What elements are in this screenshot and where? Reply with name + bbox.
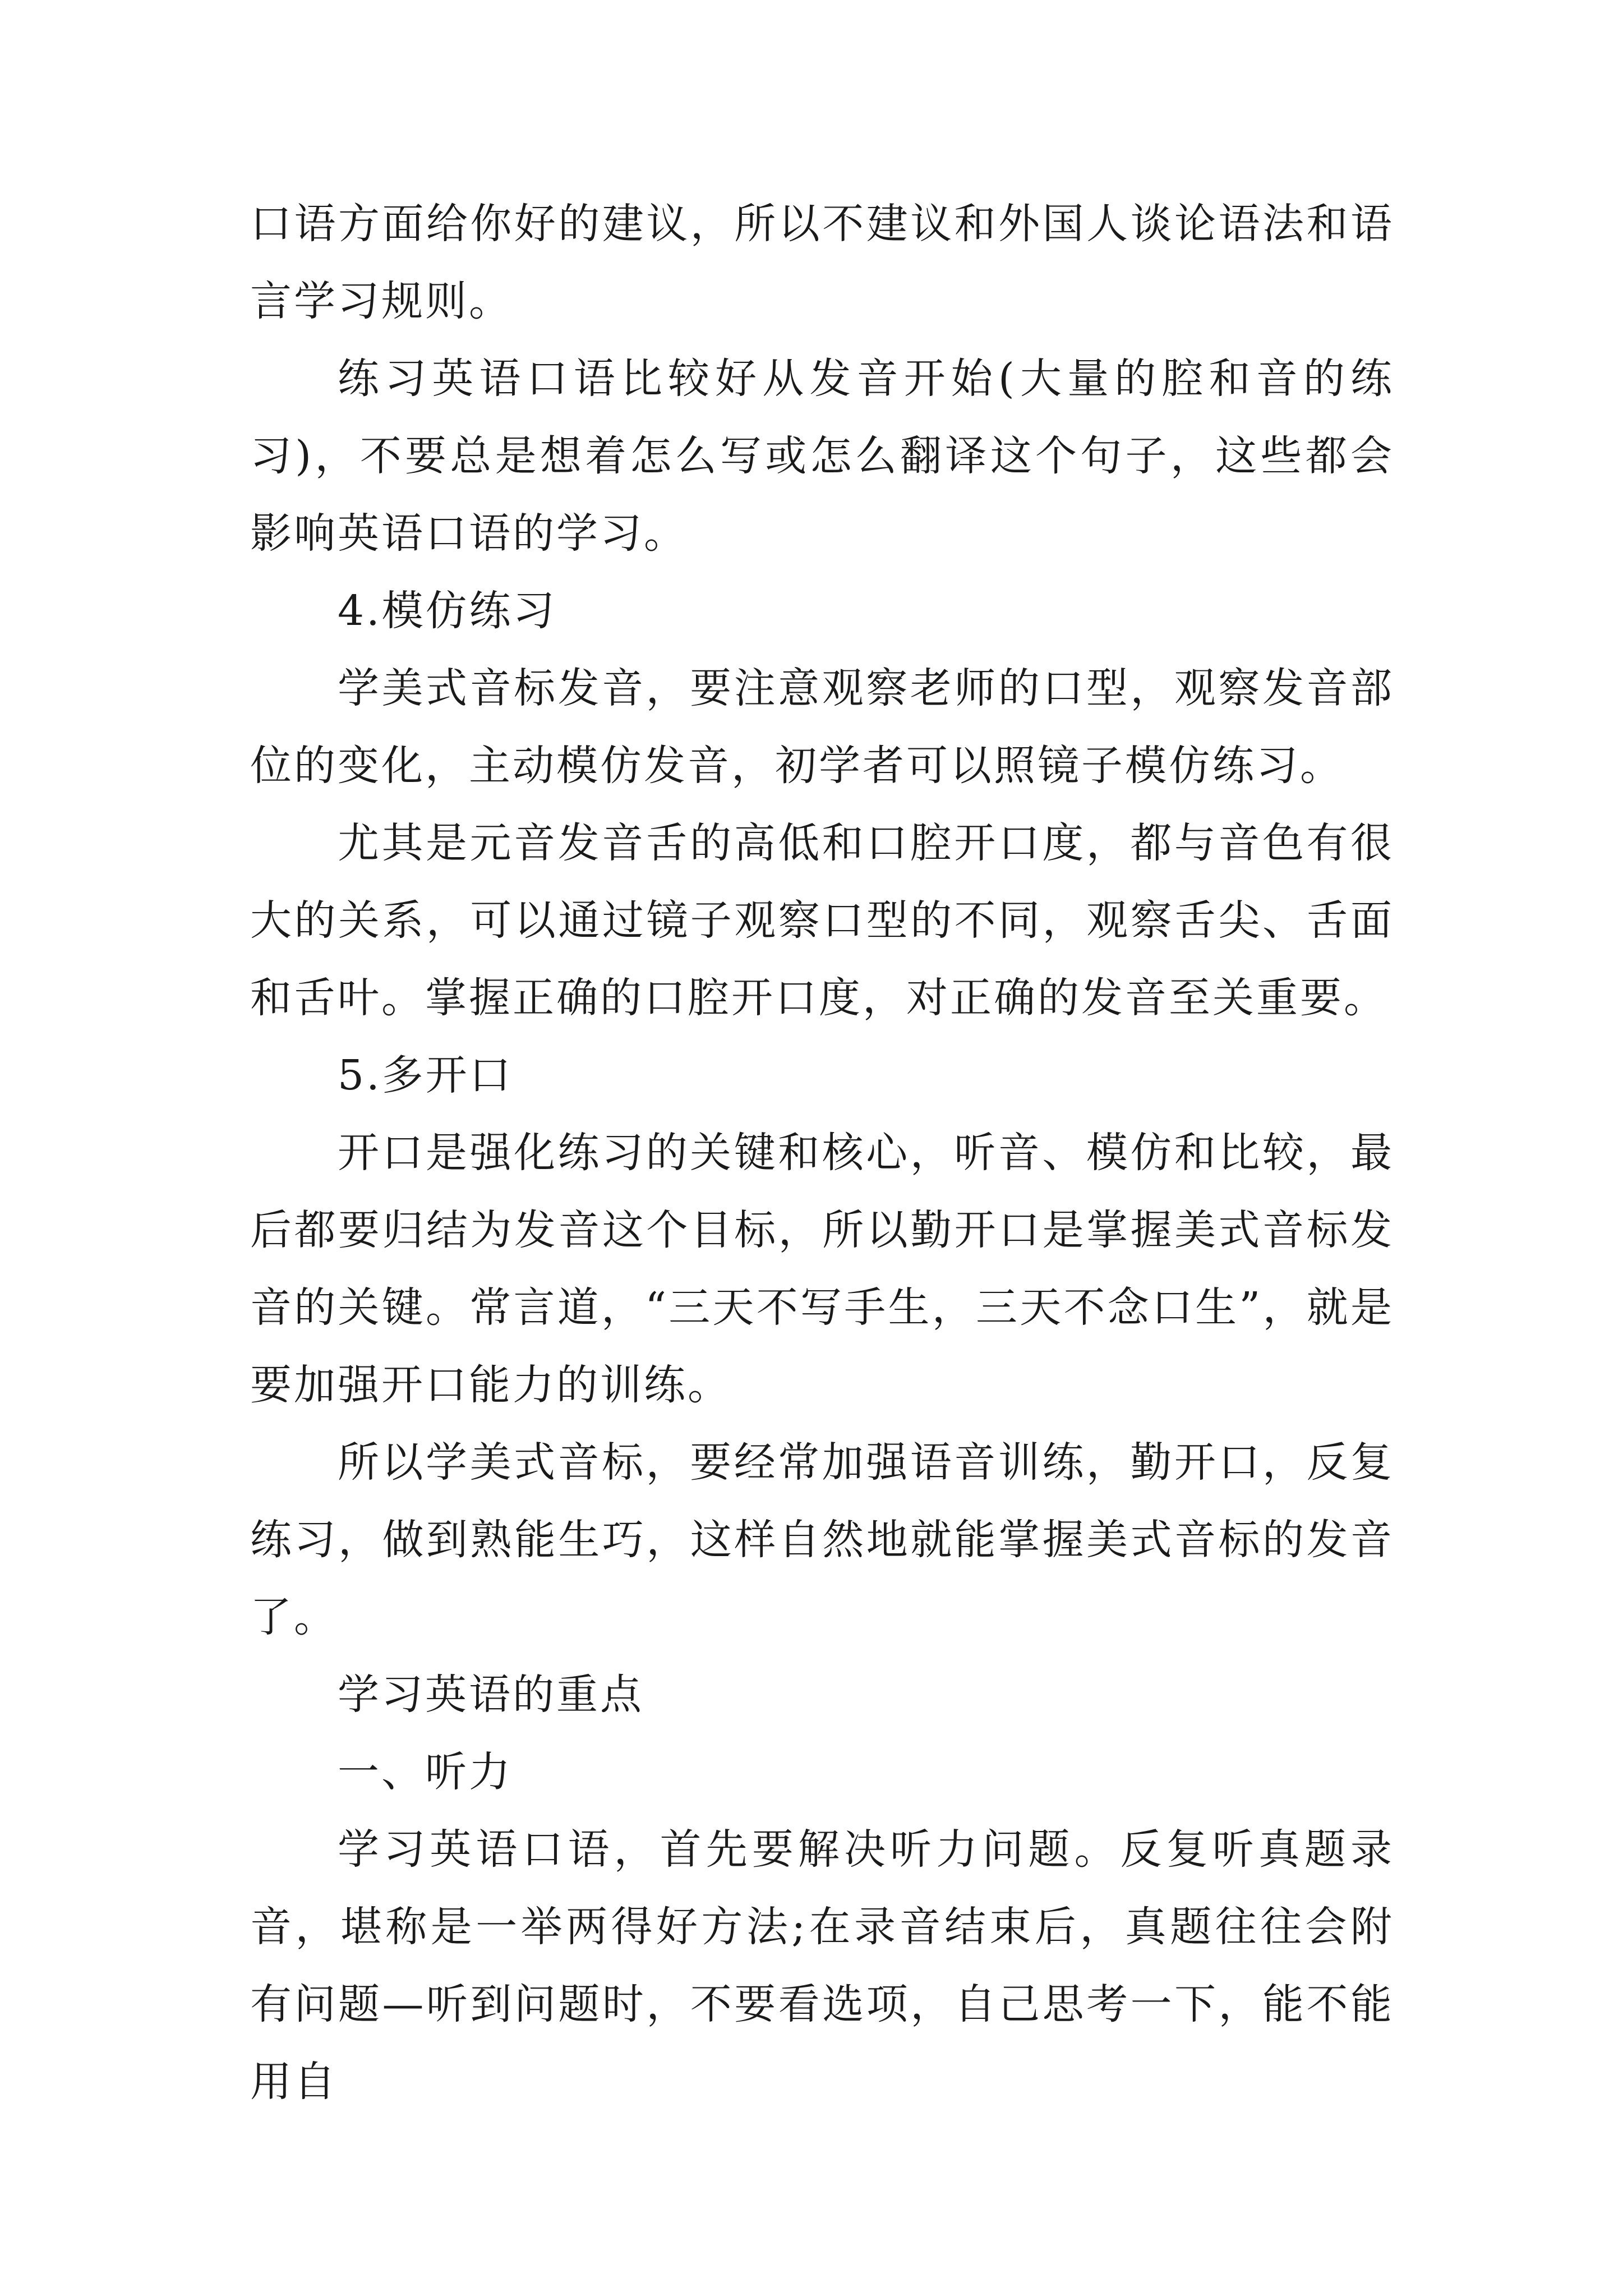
paragraph-1: 口语方面给你好的建议，所以不建议和外国人谈论语法和语言学习规则。 (250, 200, 1394, 325)
paragraph-3: 学美式音标发音，要注意观察老师的口型，观察发音部位的变化，主动模仿发音，初学者可以照镜子模仿练习。 (250, 664, 1394, 790)
paragraph-7: 学习英语口语，首先要解决听力问题。反复听真题录音，堪称是一举两得好方法;在录音结束后，真题往往会附有问题—听到问题时，不要看选项，自己思考一下，能不能用自 (250, 1825, 1394, 2106)
paragraph-4: 尤其是元音发音舌的高低和口腔开口度，都与音色有很大的关系，可以通过镜子观察口型的不同，观察舌尖、舌面和舌叶。掌握正确的口腔开口度，对正确的发音至关重要。 (250, 819, 1394, 1022)
section-heading-speak-more: 5.多开口 (338, 1051, 513, 1099)
section-heading-listening: 一、听力 (338, 1748, 513, 1796)
section-heading-imitation: 4.模仿练习 (338, 587, 557, 635)
paragraph-2: 练习英语口语比较好从发音开始(大量的腔和音的练习)，不要总是想着怎么写或怎么翻译这个句子，这些都会影响英语口语的学习。 (250, 355, 1394, 558)
paragraph-6: 所以学美式音标，要经常加强语音训练，勤开口，反复练习，做到熟能生巧，这样自然地就能掌握美式音标的发音了。 (250, 1438, 1394, 1641)
section-heading-key-points: 学习英语的重点 (338, 1671, 644, 1719)
paragraph-5: 开口是强化练习的关键和核心，听音、模仿和比较，最后都要归结为发音这个目标，所以勤开口是掌握美式音标发音的关键。常言道，“三天不写手生，三天不念口生”，就是要加强开口能力的训练。 (250, 1129, 1394, 1409)
document-body (250, 185, 1394, 2120)
